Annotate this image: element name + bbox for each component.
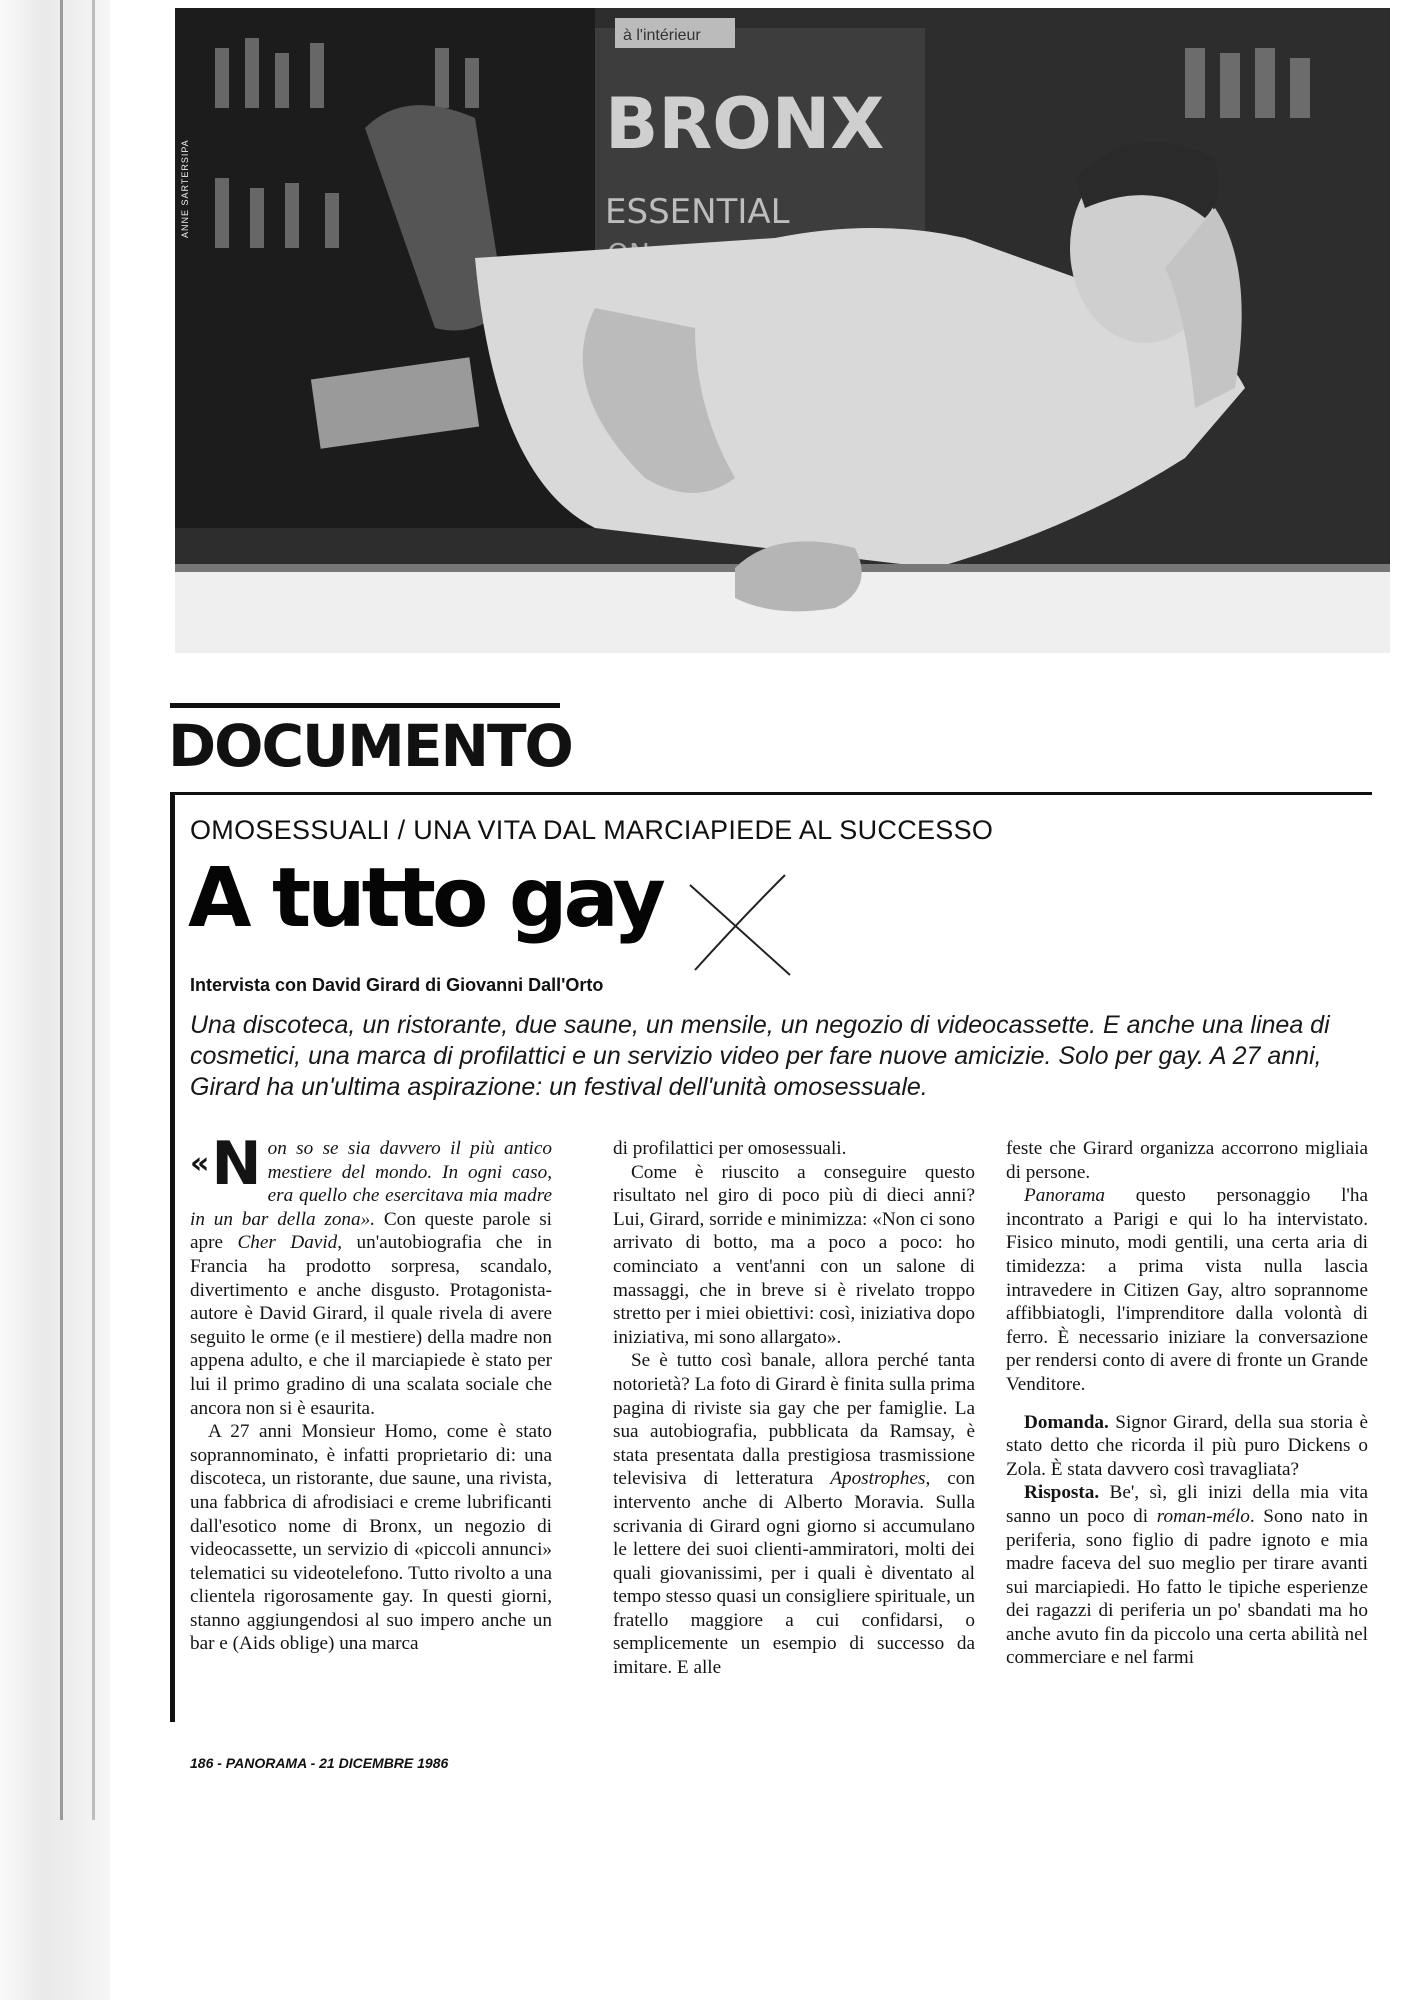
body-paragraph: feste che Girard organizza accorrono migliaia di persone. [1006,1138,1368,1183]
body-paragraph: Panorama questo personaggio l'ha incontrato a Parigi e qui lo ha intervistato. Fisico minuto, modi gentili, una certa aria di timidezza: a prima vista nulla lascia intravedere in Citizen Gay, altro soprannome affibbiatogli, l'imprenditore dalla volontà di ferro. È necessario iniziare la conversazione per rendersi conto di avere di fronte un Grande Venditore. [1006,1185,1368,1395]
shop-sign-interior: à l'intérieur [623,27,701,44]
text-column-2 [613,1137,975,1680]
body-paragraph: Se è tutto così banale, allora perché tanta notorietà? La foto di Girard è finita sulla prima pagina di riviste sia gay che per famiglie. La sua autobiografia, pubblicata da Ramsay, è stata presentata dalla prestigiosa trasmissione televisiva di letteratura Apostrophes, con intervento anche di Alberto Moravia. Sulla scrivania di Girard ogni giorno si accumulano le lettere dei suoi clienti-ammiratori, molti dei quali giovanissimi, per i quali è diventato al tempo stesso quasi un consigliere spirituale, un fratello maggiore a cui confidarsi, o semplicemente un esempio di successo da imitare. E alle [613,1350,975,1679]
handwritten-cross-mark [680,870,800,980]
body-paragraph: di profilattici per omosessuali. [613,1138,847,1159]
text-column-3 [1006,1137,1368,1670]
shop-sign-bronx: BRONX [605,83,885,165]
photo-illustration [175,8,1390,653]
body-paragraph: A 27 anni Monsieur Homo, come è stato soprannominato, è infatti proprietario di: una discoteca, un ristorante, due saune, una rivista, una fabbrica di afrodisiaci e creme lubrificanti dall'esotico nome di Bronx, un negozio di videocassette, un servizio di «piccoli annunci» telematici su videotelefono. Tutto rivolto a una clientela rigorosamente gay. In questi giorni, stanno aggiungendosi al suo impero anche un bar e (Aids oblige) una marca [190,1421,552,1655]
body-paragraph: Come è riuscito a conseguire questo risultato nel giro di poco più di dieci anni? Lui, Girard, sorride e minimizza: «Non ci sono arrivato di botto, ma a poco a poco: ho cominciato a vent'anni con un salone di massaggi, che in breve si è rivelato troppo stretto per i miei obiettivi: così, iniziativa dopo iniziativa, mi sono allargato». [613,1161,975,1348]
opening-quote: on so se sia davvero il più antico mestiere del mondo. In ogni caso, era quello che esercitava mia madre in un bar della zona». [190,1138,552,1230]
article-standfirst: Una discoteca, un ristorante, due saune, un mensile, un negozio di videocassette. E anche una linea di cosmetici, una marca di profilattici e un servizio video per fare nuove amicizie. Solo per gay. A 27 anni, Girard ha un'ultima aspirazione: un festival dell'unità omosessuale. [190,1011,1330,1101]
interview-question: Domanda. Signor Girard, della sua storia è stato detto che ricorda il più puro Dickens o Zola. È stata davvero così travagliata? [1006,1411,1368,1480]
opening-paragraph: «N on so se sia davvero il più antico mestiere del mondo. In ogni caso, era quello che esercitava mia madre in un bar della zona». Con queste parole si apre Cher David, un'autobiografia che in Francia ha prodotto sorpresa, scandalo, divertimento e anche disgusto. Protagonista-autore è David Girard, il quale rivela di avere seguito le orme (e il mestiere) della madre non appena adulto, e che il marciapiede è stato per lui il primo gradino di una scalata sociale che ancora non si è esaurita. [190,1129,552,1419]
article-topic: OMOSESSUALI / UNA VITA DAL MARCIAPIEDE AL SUCCESSO [190,815,994,845]
book-title: Cher David [237,1232,338,1254]
paragraph-spacer [1006,1397,1368,1411]
section-label: DOCUMENTO [168,712,572,780]
photo-credit: ANNE SARTERSIPA [180,139,190,238]
article-photo [175,8,1390,653]
article-headline: A tutto gay [188,851,662,946]
page-footer: 186 - PANORAMA - 21 DICEMBRE 1986 [190,1755,449,1771]
question-label: Domanda. [1024,1411,1109,1433]
drop-cap: «N [190,1129,262,1199]
shop-sign-essential: ESSENTIAL [605,192,790,232]
magazine-name: Panorama [1024,1185,1106,1207]
scan-edge-line [60,0,63,1820]
article-byline: Intervista con David Girard di Giovanni Dall'Orto [190,975,604,995]
section-rule [170,703,560,708]
scan-edge-line [92,0,95,1820]
header-rule [170,792,1372,795]
genre-term: roman-mélo [1156,1505,1250,1527]
left-column-rule [170,792,175,1722]
text-column-1 [190,1129,552,1656]
interview-answer: Risposta. Be', sì, gli inizi della mia vita sanno un poco di roman-mélo. Sono nato in periferia, sono figlio di padre ignoto e mia madre faceva del suo meglio per tirare avanti sui marciapiedi. Ho fatto le tipiche esperienze dei ragazzi di periferia un po' sbandati ma ho anche avuto fin da piccolo una certa abilità nel commerciare e nel farmi [1006,1482,1368,1669]
tv-show-title: Apostrophes [830,1468,926,1490]
answer-label: Risposta. [1024,1482,1100,1504]
